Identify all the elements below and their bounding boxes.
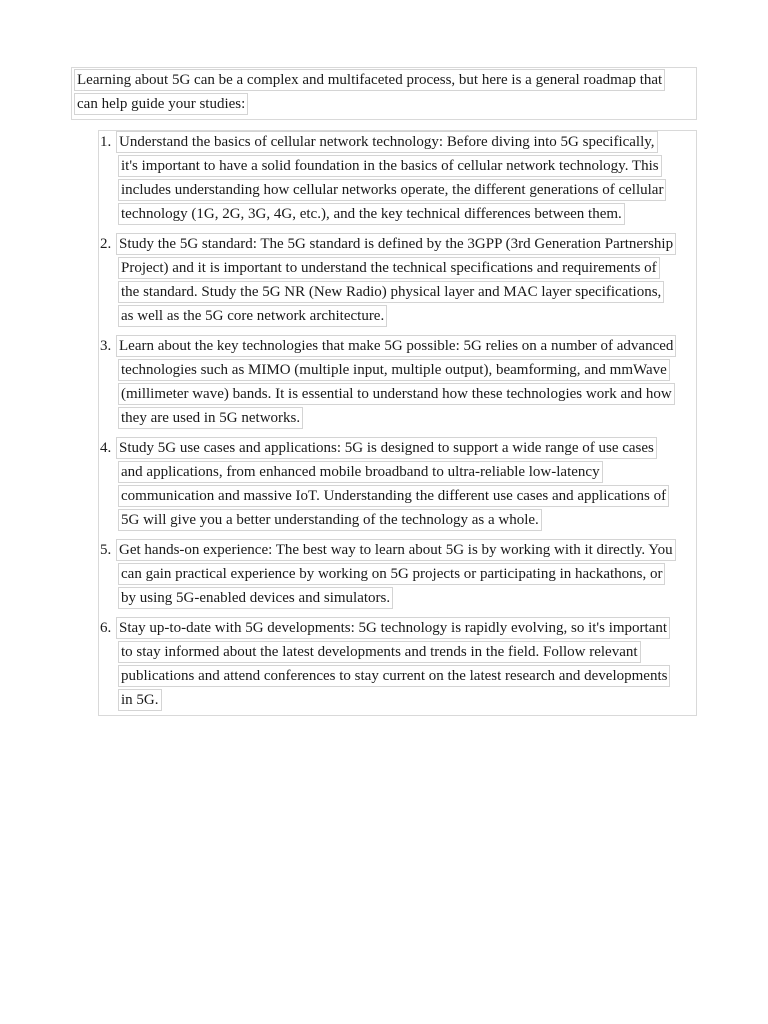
- list-item: [99, 233, 696, 327]
- list-item-line: they are used in 5G networks.: [118, 407, 303, 429]
- list-item: [99, 539, 696, 609]
- list-item-line: it's important to have a solid foundation in the basics of cellular network technology. This: [118, 155, 662, 177]
- list-item-number: 4.: [100, 440, 112, 456]
- list-item-line: Understand the basics of cellular network technology: Before diving into 5G specifically,: [116, 131, 658, 153]
- list-item-line: as well as the 5G core network architecture.: [118, 305, 387, 327]
- list-item-line: and applications, from enhanced mobile broadband to ultra-reliable low-latency: [118, 461, 603, 483]
- list-item-line: Project) and it is important to understand the technical specifications and requirements of: [118, 257, 660, 279]
- list-item-number: 5.: [100, 542, 112, 558]
- roadmap-list: [98, 130, 697, 716]
- list-item: [99, 335, 696, 429]
- list-item-line: in 5G.: [118, 689, 162, 711]
- list-item: [99, 617, 696, 711]
- intro-line: Learning about 5G can be a complex and multifaceted process, but here is a general roadmap that: [74, 69, 665, 91]
- list-item-line: the standard. Study the 5G NR (New Radio) physical layer and MAC layer specifications,: [118, 281, 664, 303]
- list-item-line: technology (1G, 2G, 3G, 4G, etc.), and the key technical differences between them.: [118, 203, 625, 225]
- document-page: [71, 67, 697, 716]
- list-item-line: Learn about the key technologies that make 5G possible: 5G relies on a number of advanced: [116, 335, 676, 357]
- list-item-line: by using 5G-enabled devices and simulators.: [118, 587, 393, 609]
- list-item-number: 3.: [100, 338, 112, 354]
- list-item: [99, 131, 696, 225]
- list-item-line: includes understanding how cellular networks operate, the different generations of cellular: [118, 179, 666, 201]
- list-item-number: 2.: [100, 236, 112, 252]
- list-item-line: (millimeter wave) bands. It is essential to understand how these technologies work and how: [118, 383, 675, 405]
- list-item-line: can gain practical experience by working on 5G projects or participating in hackathons, or: [118, 563, 665, 585]
- intro-line: can help guide your studies:: [74, 93, 248, 115]
- list-item-line: communication and massive IoT. Understanding the different use cases and applications of: [118, 485, 669, 507]
- list-item-line: publications and attend conferences to stay current on the latest research and developments: [118, 665, 670, 687]
- intro-paragraph: [71, 67, 697, 120]
- list-item-line: to stay informed about the latest developments and trends in the field. Follow relevant: [118, 641, 641, 663]
- list-item-line: Get hands-on experience: The best way to learn about 5G is by working with it directly. You: [116, 539, 676, 561]
- list-item: [99, 437, 696, 531]
- list-item-number: 6.: [100, 620, 112, 636]
- list-item-line: technologies such as MIMO (multiple input, multiple output), beamforming, and mmWave: [118, 359, 670, 381]
- list-item-line: Study 5G use cases and applications: 5G is designed to support a wide range of use cases: [116, 437, 657, 459]
- list-item-number: 1.: [100, 134, 112, 150]
- list-item-line: 5G will give you a better understanding of the technology as a whole.: [118, 509, 542, 531]
- list-item-line: Stay up-to-date with 5G developments: 5G technology is rapidly evolving, so it's important: [116, 617, 670, 639]
- list-item-line: Study the 5G standard: The 5G standard is defined by the 3GPP (3rd Generation Partnership: [116, 233, 676, 255]
